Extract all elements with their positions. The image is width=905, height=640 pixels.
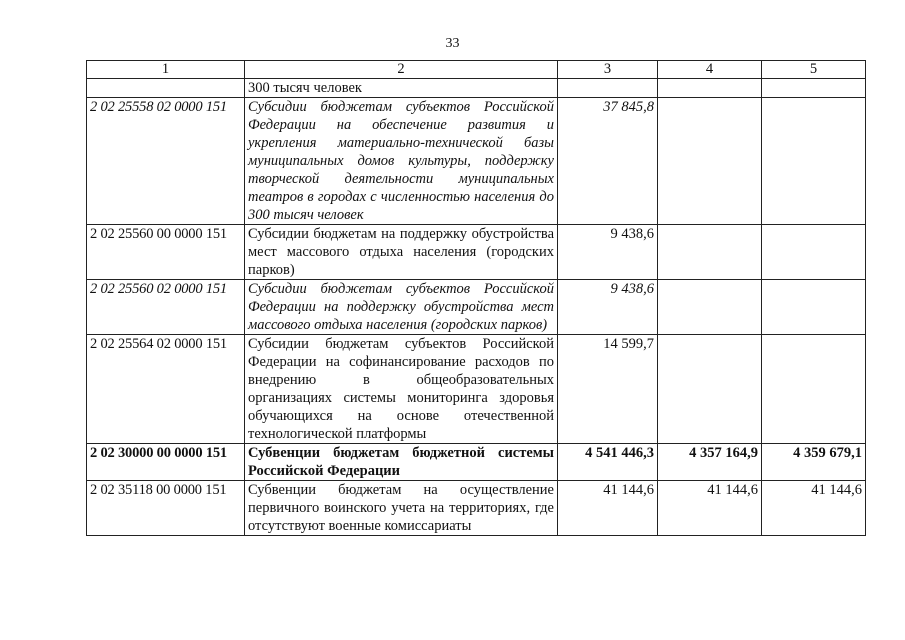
item-name: Субсидии бюджетам субъектов Российской Федерации на софинансирование расходов по внедрению в общеобразовательных организациях системы мониторинга здоровья обучающихся на основе отечественной технологической платформы bbox=[245, 335, 558, 444]
value-col-3: 37 845,8 bbox=[558, 98, 658, 225]
table-row bbox=[87, 481, 866, 536]
header-row bbox=[87, 61, 866, 79]
budget-code: 2 02 30000 00 0000 151 bbox=[87, 444, 245, 481]
item-name: Субсидии бюджетам на поддержку обустройства мест массового отдыха населения (городских парков) bbox=[245, 225, 558, 280]
budget-table bbox=[86, 60, 866, 536]
table-row bbox=[87, 444, 866, 481]
budget-code: 2 02 25558 02 0000 151 bbox=[87, 98, 245, 225]
value-col-5 bbox=[762, 335, 866, 444]
budget-code: 2 02 25564 02 0000 151 bbox=[87, 335, 245, 444]
value-col-5: 4 359 679,1 bbox=[762, 444, 866, 481]
value-col-4 bbox=[658, 79, 762, 98]
value-col-4 bbox=[658, 98, 762, 225]
value-col-3: 14 599,7 bbox=[558, 335, 658, 444]
page-number: 33 bbox=[445, 36, 460, 51]
value-col-5 bbox=[762, 98, 866, 225]
item-name: Субвенции бюджетам бюджетной системы Российской Федерации bbox=[245, 444, 558, 481]
value-col-5 bbox=[762, 225, 866, 280]
budget-code bbox=[87, 79, 245, 98]
item-name: Субсидии бюджетам субъектов Российской Федерации на обеспечение развития и укрепления материально-технической базы муниципальных домов культуры, поддержку творческой деятельности муниципальных театров в городах с численностью населения до 300 тысяч человек bbox=[245, 98, 558, 225]
value-col-4 bbox=[658, 225, 762, 280]
table-row bbox=[87, 225, 866, 280]
budget-code: 2 02 25560 00 0000 151 bbox=[87, 225, 245, 280]
table-row bbox=[87, 280, 866, 335]
value-col-4 bbox=[658, 280, 762, 335]
item-name: 300 тысяч человек bbox=[245, 79, 558, 98]
value-col-5: 41 144,6 bbox=[762, 481, 866, 536]
header-col-1: 1 bbox=[87, 61, 245, 79]
value-col-4 bbox=[658, 335, 762, 444]
value-col-3: 4 541 446,3 bbox=[558, 444, 658, 481]
value-col-4: 4 357 164,9 bbox=[658, 444, 762, 481]
header-col-3: 3 bbox=[558, 61, 658, 79]
table-row bbox=[87, 98, 866, 225]
header-col-2: 2 bbox=[245, 61, 558, 79]
value-col-3: 9 438,6 bbox=[558, 280, 658, 335]
value-col-4: 41 144,6 bbox=[658, 481, 762, 536]
item-name: Субвенции бюджетам на осуществление первичного воинского учета на территориях, где отсутствуют военные комиссариаты bbox=[245, 481, 558, 536]
item-name: Субсидии бюджетам субъектов Российской Федерации на поддержку обустройства мест массового отдыха населения (городских парков) bbox=[245, 280, 558, 335]
header-col-5: 5 bbox=[762, 61, 866, 79]
budget-code: 2 02 35118 00 0000 151 bbox=[87, 481, 245, 536]
budget-code: 2 02 25560 02 0000 151 bbox=[87, 280, 245, 335]
table-row bbox=[87, 79, 866, 98]
table-row bbox=[87, 335, 866, 444]
value-col-5 bbox=[762, 79, 866, 98]
value-col-3 bbox=[558, 79, 658, 98]
value-col-3: 9 438,6 bbox=[558, 225, 658, 280]
value-col-3: 41 144,6 bbox=[558, 481, 658, 536]
value-col-5 bbox=[762, 280, 866, 335]
header-col-4: 4 bbox=[658, 61, 762, 79]
